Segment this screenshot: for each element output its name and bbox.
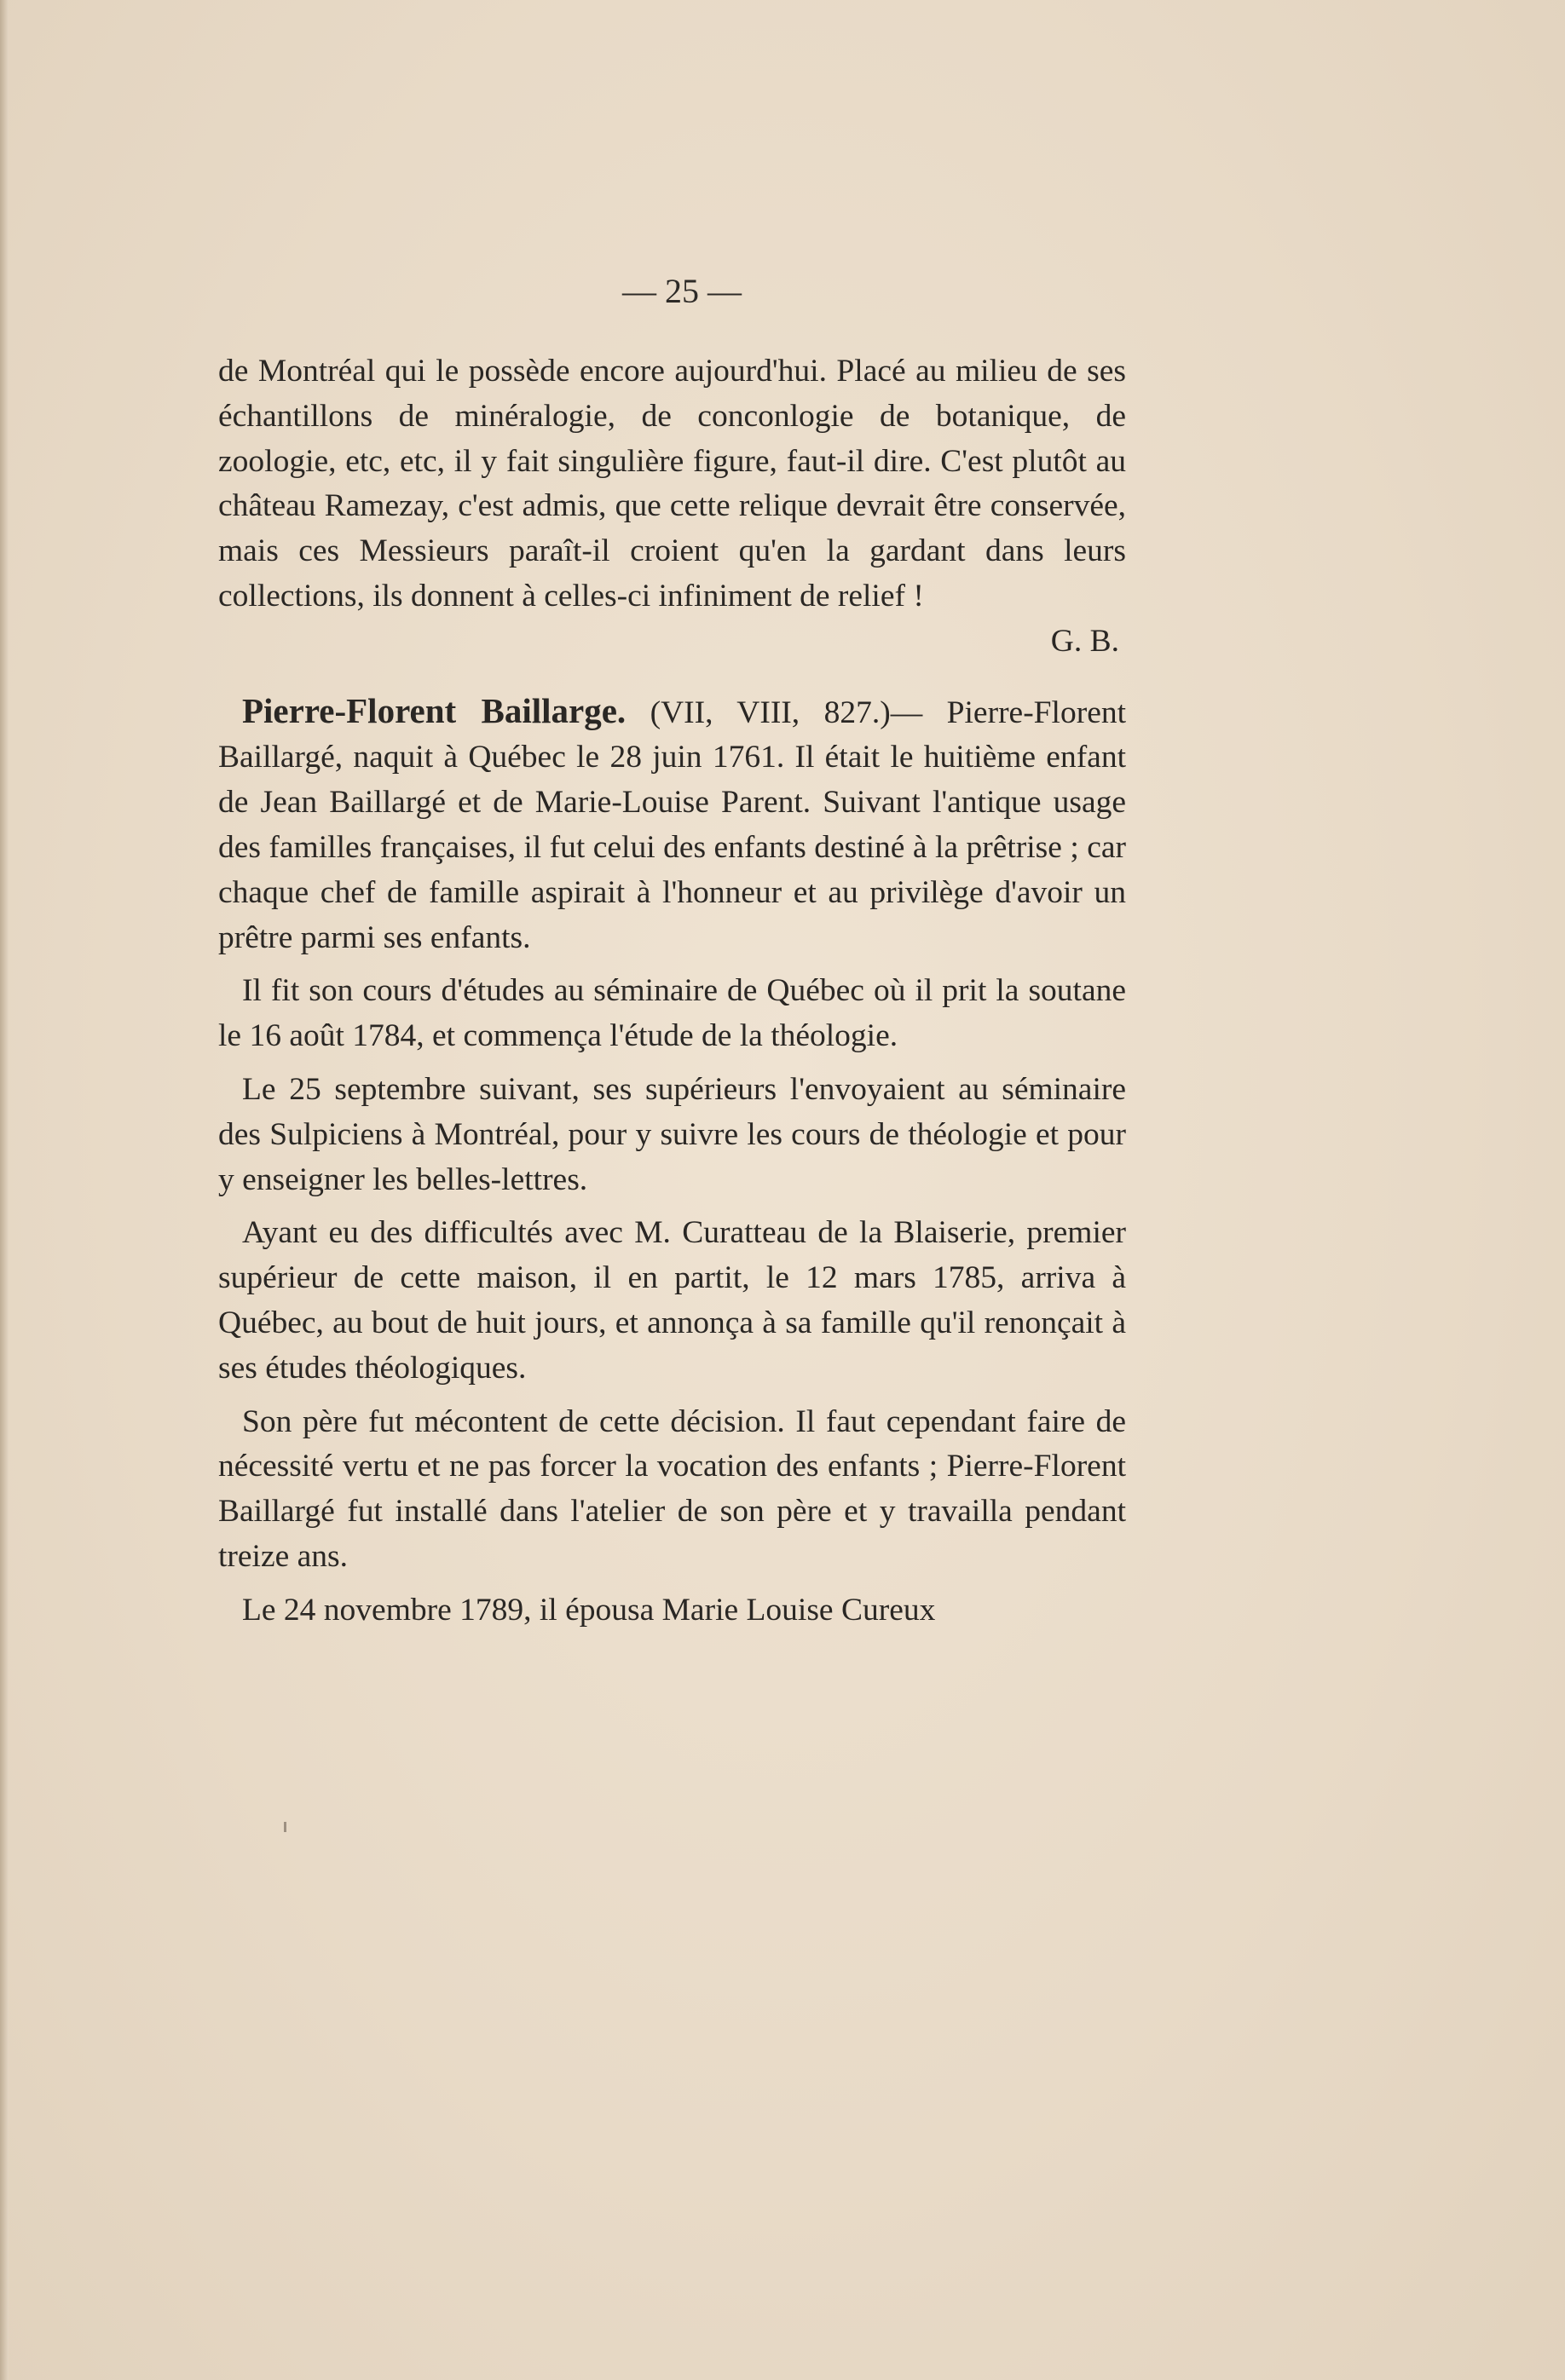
paragraph: Son père fut mécontent de cette décision. Il faut cependant faire de nécessité vertu et ne pas forcer la vocation des enfants ; Pierre-Florent Baillargé fut installé dans l'atelier de son père et y travailla pendant treize ans. — [218, 1403, 1126, 1574]
paragraph-gap — [218, 1580, 1126, 1588]
article-reference: (VII, VIII, 827.)— — [626, 694, 923, 730]
previous-article-text — [218, 349, 1126, 619]
text-line: donnent à celles-ci infiniment de relief ! — [411, 578, 924, 614]
paragraph: Ayant eu des difficultés avec M. Curatteau de la Blaiserie, premier supérieur de cette maison, il en partit, le 12 mars 1785, arriva à Québec, au bout de huit jours, et annonça à sa famille qu'il renonçait à ses études théologiques. — [218, 1215, 1126, 1386]
paragraph-gap — [218, 1059, 1126, 1068]
ink-mark — [284, 1822, 286, 1832]
text-line: faut-il dire. C'est plutôt au château Ramezay, c'est admis, — [218, 443, 1127, 524]
author-signature: G. B. — [1050, 623, 1119, 659]
paragraph-gap — [218, 1202, 1126, 1211]
text-line: paraît-il croient qu'en la gardant dans leurs collections, ils — [218, 533, 1127, 614]
text-line: de Montréal qui le possède encore aujourd'hui. Placé au — [218, 354, 946, 389]
page-text — [218, 349, 1126, 1634]
text-line: que cette relique devrait être conservée, mais ces Messieurs — [218, 488, 1127, 569]
paragraph: Il fit son cours d'études au séminaire de Québec où il prit la soutane le 16 août 1784, et commença l'étude de la théologie. — [218, 973, 1126, 1054]
paragraph-gap — [218, 960, 1126, 969]
paragraph-gap — [218, 1392, 1126, 1400]
section-gap — [218, 665, 1126, 689]
text-line: milieu de ses échantillons de minéralogie, de conconlogie — [218, 354, 1127, 434]
paragraph: Le 25 septembre suivant, ses supérieurs l'envoyaient au séminaire des Sulpiciens à Montréal, pour y suivre les cours de théologie et pour y enseigner les belles-lettres. — [218, 1071, 1126, 1197]
paragraph-text: Pierre-Florent Baillargé, naquit à Québec le 28 juin 1761. Il était le huitième enfant de Jean Baillargé et de Marie-Louise Parent. Suivant l'antique usage des familles françaises, il fut celui des enfants destiné à la prêtrise ; car chaque chef de famille aspirait à l'honneur et au privilège d'avoir un prêtre parmi ses enfants. — [218, 694, 1127, 955]
article-heading: Pierre-Florent Baillarge. — [242, 690, 627, 730]
page-number: — 25 — — [622, 272, 742, 310]
page-edge — [0, 0, 9, 2380]
article-heading-paragraph — [218, 689, 1126, 961]
paragraph: Le 24 novembre 1789, il épousa Marie Louise Cureux — [242, 1592, 936, 1628]
text-line: de botanique, de zoologie, etc, etc, il y fait singulière figure, — [218, 398, 1127, 479]
